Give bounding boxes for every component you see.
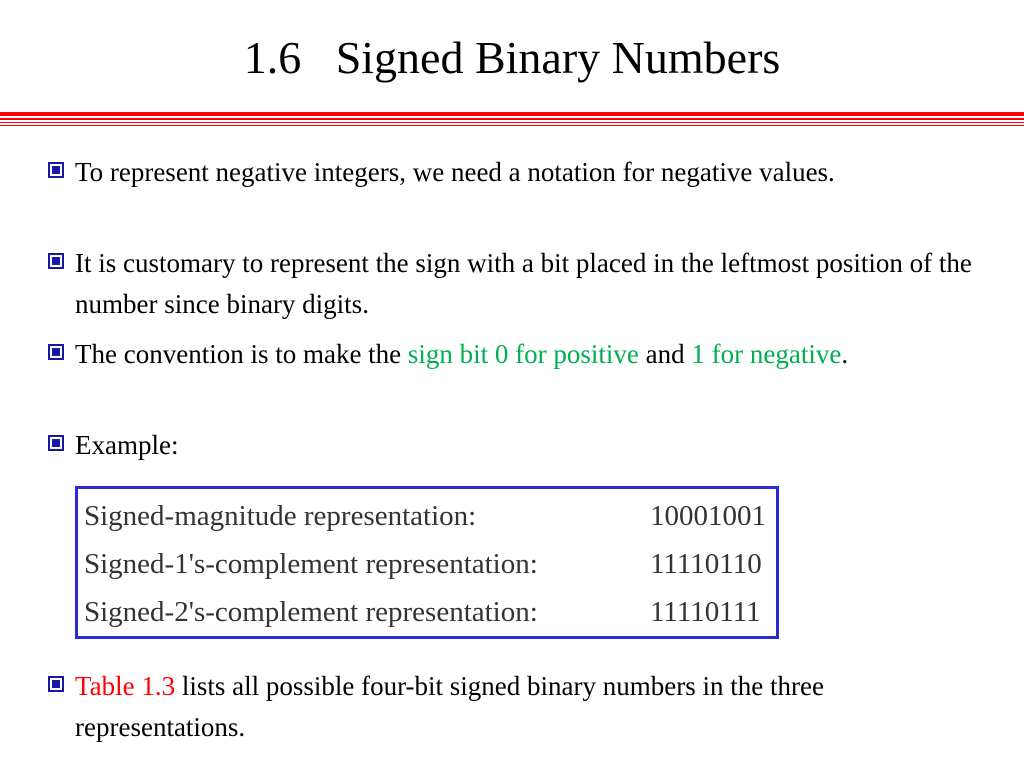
- title-divider-line: [0, 122, 1024, 123]
- slide-title: 1.6 Signed Binary Numbers: [243, 32, 781, 83]
- bullet-item: [48, 334, 978, 375]
- square-bullet-icon: [48, 344, 64, 360]
- example-value: 11110111: [650, 596, 761, 628]
- bullet-item: [48, 666, 978, 748]
- highlight-one-negative: 1 for negative: [691, 339, 842, 369]
- bullet-text-segment: The convention is to make the: [75, 339, 408, 369]
- bullet-item: [48, 152, 978, 193]
- bullet-text: [75, 334, 978, 375]
- title-divider-line: [0, 112, 1024, 116]
- square-bullet-icon: [48, 253, 64, 269]
- table-reference-link[interactable]: Table 1.3: [75, 671, 176, 701]
- bullet-item: [48, 243, 978, 325]
- square-bullet-icon: [48, 435, 64, 451]
- example-value: 10001001: [650, 500, 766, 532]
- example-label: Signed-magnitude representation:: [84, 500, 477, 532]
- highlight-sign-bit-positive: sign bit 0 for positive: [407, 339, 639, 369]
- title-divider-line: [0, 125, 1024, 126]
- title-divider-line: [0, 118, 1024, 120]
- square-bullet-icon: [48, 162, 64, 178]
- bullet-text: It is customary to represent the sign with a bit placed in the leftmost position of the number since binary digits.: [75, 248, 972, 319]
- square-bullet-icon: [48, 676, 64, 692]
- example-label: Signed-1's-complement representation:: [84, 548, 538, 580]
- bullet-item: [48, 425, 978, 466]
- bullet-text: [75, 666, 978, 748]
- example-box: [75, 486, 779, 639]
- bullet-text-segment: lists all possible four-bit signed binary numbers in the three representations.: [75, 671, 824, 742]
- bullet-text-segment: .: [841, 339, 849, 369]
- example-value: 11110110: [650, 548, 762, 580]
- bullet-text: To represent negative integers, we need a notation for negative values.: [75, 157, 835, 187]
- example-label: Signed-2's-complement representation:: [84, 596, 538, 628]
- bullet-text: Example:: [75, 430, 179, 460]
- bullet-text-segment: and: [638, 339, 692, 369]
